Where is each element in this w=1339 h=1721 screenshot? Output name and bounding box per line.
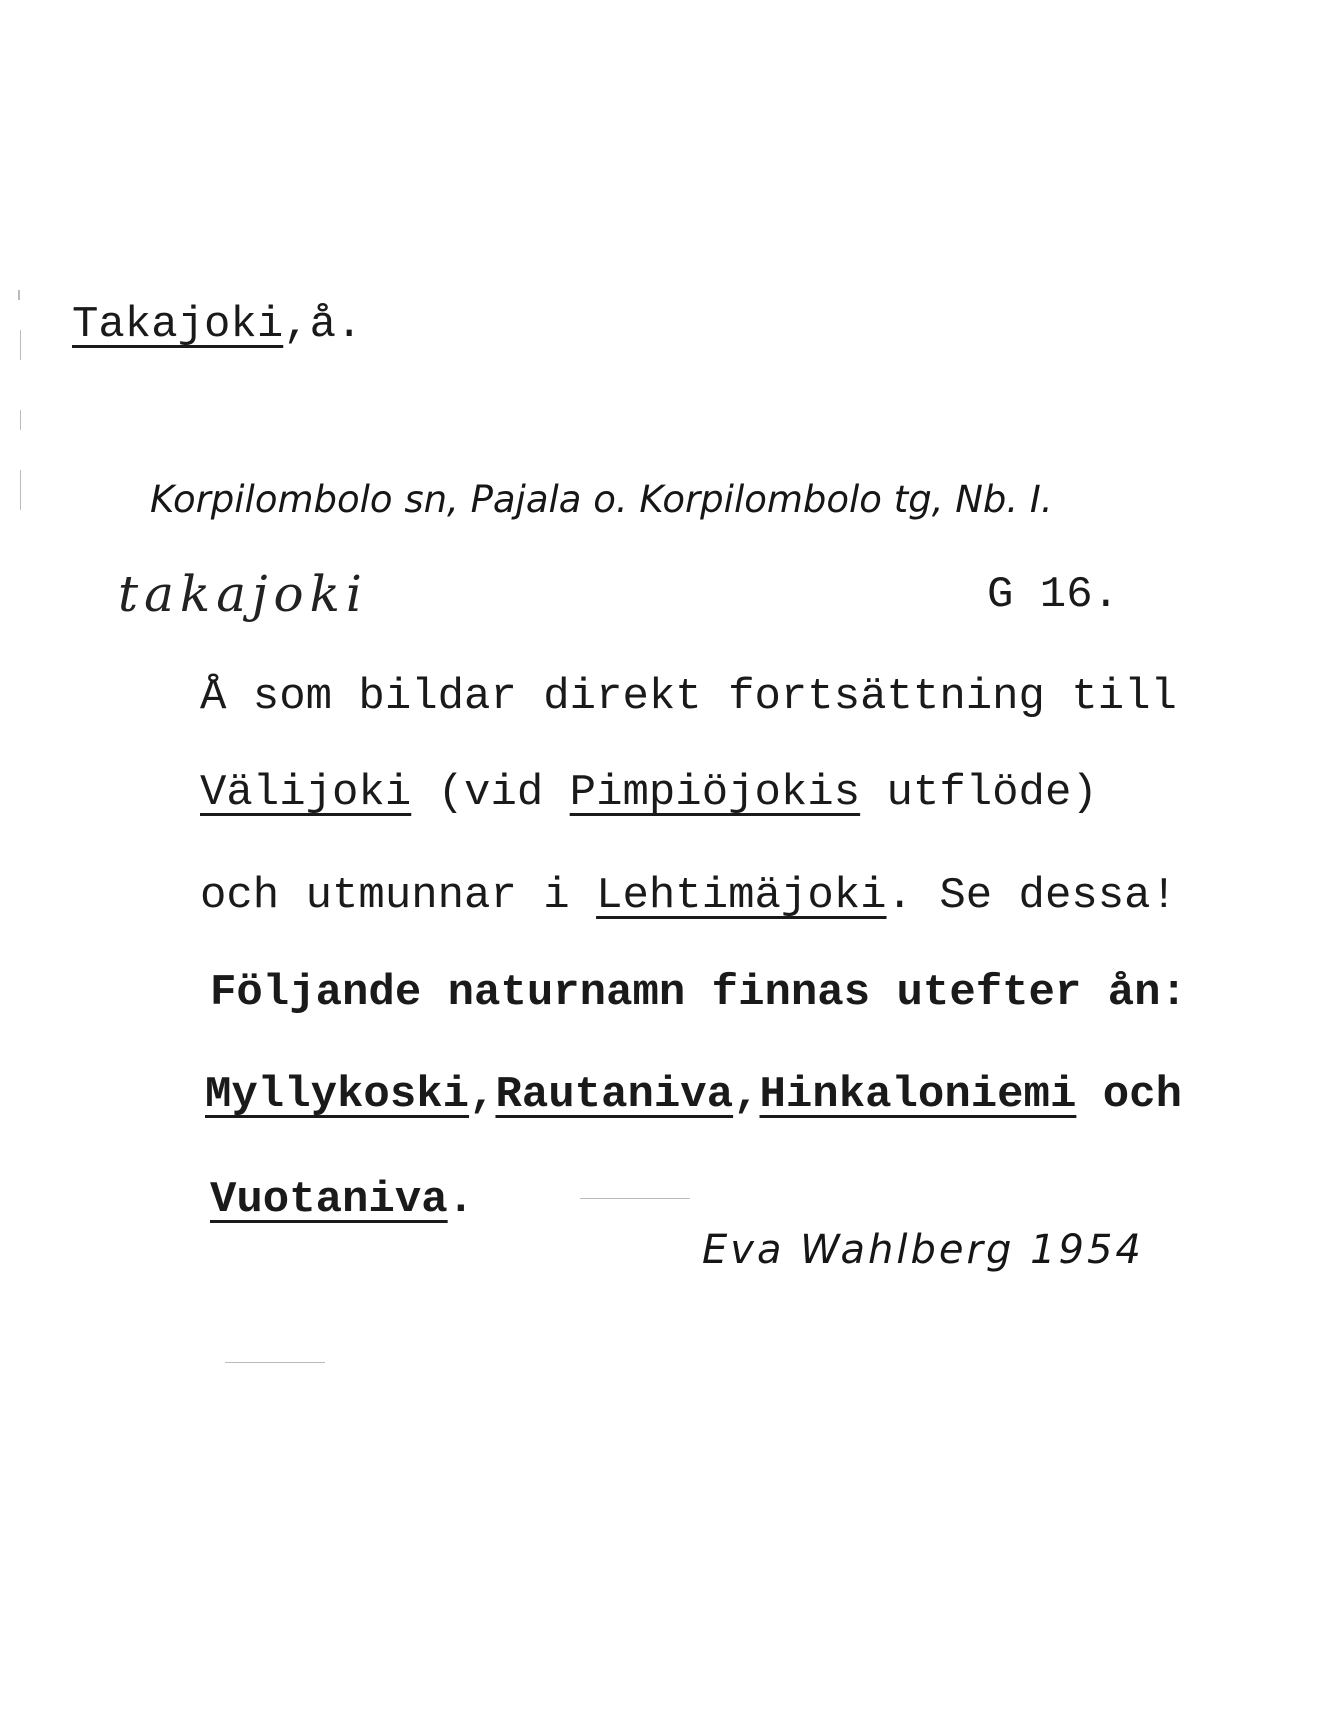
heading-name: Takajoki [72, 300, 284, 350]
place-name-vuotaniva: Vuotaniva [210, 1175, 448, 1225]
body-line-3-end: . Se dessa! [886, 871, 1177, 921]
separator: , [469, 1070, 496, 1120]
heading-suffix: ,å. [283, 300, 363, 350]
scan-speck [580, 1198, 690, 1199]
scan-speck [20, 410, 21, 430]
body-line-1: Å som bildar direkt fortsättning till [200, 672, 1177, 722]
separator: , [733, 1070, 760, 1120]
scan-speck [225, 1362, 325, 1363]
scan-speck [18, 290, 20, 300]
scan-speck [20, 330, 21, 360]
body-line-4: Följande naturnamn finnas utefter ån: [210, 968, 1187, 1018]
body-line-6 [210, 1175, 474, 1225]
body-line-3-pre: och utmunnar i [200, 871, 597, 921]
place-name-rautaniva: Rautaniva [495, 1070, 734, 1120]
parish-line: Korpilombolo sn, Pajala o. Korpilombolo tg, Nb. I. [150, 478, 1053, 521]
scan-speck [20, 470, 21, 510]
body-line-2 [200, 768, 1098, 818]
card-heading [72, 300, 362, 350]
handwritten-form: takajoki [118, 565, 368, 623]
place-name-valijoki: Välijoki [200, 768, 412, 818]
signature-line: Eva Wahlberg 1954 [702, 1227, 1144, 1273]
body-line-2-mid: (vid [411, 768, 570, 818]
body-line-3 [200, 871, 1177, 921]
place-name-lehtimajoki: Lehtimäjoki [596, 871, 887, 921]
reference-number: G 16. [987, 570, 1120, 620]
body-line-5-end: och [1076, 1070, 1182, 1120]
place-name-myllykoski: Myllykoski [205, 1070, 470, 1120]
place-name-pimpiojokis: Pimpiöjokis [569, 768, 861, 818]
place-name-hinkaloniemi: Hinkaloniemi [759, 1070, 1077, 1120]
body-line-5 [205, 1070, 1182, 1120]
body-line-6-end: . [447, 1175, 475, 1225]
body-line-2-end: utflöde) [860, 768, 1098, 818]
